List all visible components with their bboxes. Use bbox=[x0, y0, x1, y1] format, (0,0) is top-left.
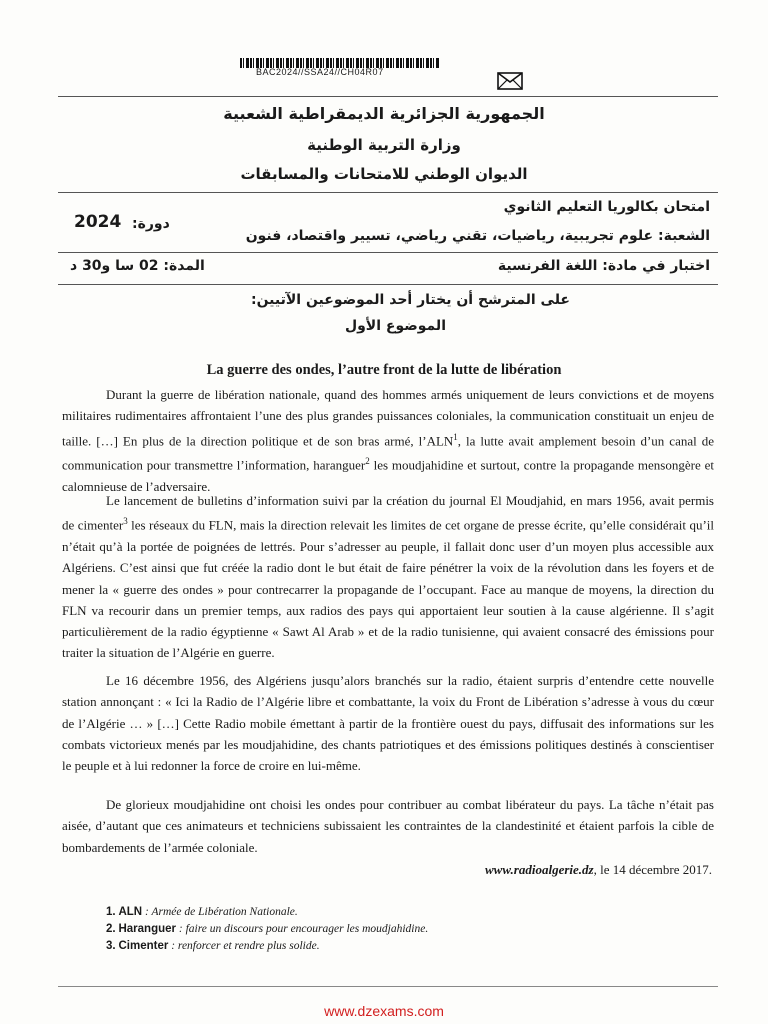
divider bbox=[58, 192, 718, 193]
ministry-heading: وزارة التربية الوطنية bbox=[307, 136, 461, 154]
paragraph-1-text: Durant la guerre de libération nationale, quand des hommes armés uniquement de leurs convictions et de moyens militaires rudimentaires affrontaient l’une des plus grandes puissances coloniales, la communication constituait un enjeu de taille. […] En plus de la direction politique et de son bras armé, l’ALN bbox=[62, 387, 714, 448]
paragraph-1 bbox=[62, 384, 714, 497]
footnote-item: 2. Haranguer : faire un discours pour encourager les moudjahidine. bbox=[106, 923, 429, 935]
topic-label: الموضوع الأول bbox=[344, 318, 446, 334]
paragraph-1-text-cont: , la lutte avait amplement besoin d’un canal de communication pour transmettre l’information, haranguer bbox=[62, 432, 714, 473]
divider bbox=[58, 284, 718, 285]
footnotes bbox=[106, 904, 428, 955]
paragraph-1-text-end: les moudjahidine et surtout, contre la propagande mensongère et calomnieuse de l’adversaire. bbox=[62, 457, 714, 494]
session-year: 2024 bbox=[74, 212, 122, 232]
source-site: www.radioalgerie.dz bbox=[485, 862, 594, 877]
choose-instruction: على المترشح أن يختار أحد الموضوعين الآتيين: bbox=[250, 292, 570, 308]
divider bbox=[58, 986, 718, 987]
article-title: La guerre des ondes, l’autre front de la lutte de libération bbox=[206, 362, 562, 378]
footnote-ref-1: 1 bbox=[453, 431, 458, 442]
source-date: , le 14 décembre 2017. bbox=[593, 862, 712, 877]
exam-name: امتحان بكالوريا التعليم الثانوي bbox=[503, 199, 710, 215]
envelope-icon bbox=[497, 72, 523, 90]
footnote-ref-2: 2 bbox=[365, 456, 370, 467]
duration-label: المدة: bbox=[163, 258, 205, 274]
footnote-ref-3: 3 bbox=[123, 516, 128, 527]
paragraph-2-text-cont: les réseaux du FLN, mais la direction relevait les limites de cet organe de presse écrite, qu’elle considérait qu’il n’était qu’à la portée de poignées de lettrés. Pour s’adresser au peuple, il fallait donc user d’un moyen plus accessible aux Algériens. C’est ainsi que fut créée la radio dont le but était de faire pénétrer la voix de la révolution dans les foyers et de mener la « guerre des ondes » pour contrecarrer la propagande de l’occupant. Face au manque de moyens, la direction du FLN va recourir dans un premier temps, aux radios des pays qui apportaient leur soutien à la cause algérienne. Il s’agit particulièrement de la radio égyptienne « Sawt Al Arab » et de la radio tunisienne, qui avaient consacré des émissions pour traiter la situation de l’Algérie en guerre. bbox=[62, 517, 714, 661]
paragraph-3: Le 16 décembre 1956, des Algériens jusqu’alors branchés sur la radio, étaient surpris d’entendre cette nouvelle station annonçant : « Ici la Radio de l’Algérie libre et combattante, la voix du Front de Libération s’adresse à vous du cœur de l’Algérie … » […] Cette Radio mobile émettant à partir de la frontière ouest du pays, diffusait des informations sur les combats victorieux menés par les moudjahidine, des chants patriotiques et des émissions politiques destinés à conscientiser le peuple et à lui redonner la force de croire en lui-même. bbox=[62, 673, 714, 774]
paragraph-2-text: Le lancement de bulletins d’information suivi par la création du journal El Moudjahid, en mars 1956, avait permis de cimenter bbox=[62, 493, 714, 533]
paragraph-2 bbox=[62, 490, 714, 664]
footnote-item: 3. Cimenter : renforcer et rendre plus solide. bbox=[106, 940, 320, 952]
barcode-code: BAC2024//SSA24//CH04R07 bbox=[256, 67, 384, 77]
exam-streams: الشعبة: علوم تجريبية، رياضيات، تقني رياضي، تسيير واقتصاد، فنون bbox=[245, 228, 710, 244]
republic-heading: الجمهورية الجزائرية الديمقراطية الشعبية bbox=[223, 104, 545, 123]
office-heading: الديوان الوطني للامتحانات والمسابقات bbox=[240, 165, 528, 183]
exam-subject: اختبار في مادة: اللغة الفرنسية bbox=[497, 258, 710, 274]
session-label: دورة: bbox=[132, 216, 170, 232]
footnote-item: 1. ALN : Armée de Libération Nationale. bbox=[106, 906, 298, 918]
paragraph-4: De glorieux moudjahidine ont choisi les ondes pour contribuer au combat libérateur du pays. La tâche n’était pas aisée, d’autant que ces animateurs et techniciens subissaient les contraintes de la clandestinité et étaient parfois la cible de bombardements de l’armée coloniale. bbox=[62, 797, 714, 855]
duration-value: 02 سا و30 د bbox=[70, 258, 159, 274]
duration bbox=[70, 258, 205, 274]
divider bbox=[58, 252, 718, 253]
divider bbox=[58, 96, 718, 97]
article-source bbox=[485, 862, 712, 878]
footer-link[interactable]: www.dzexams.com bbox=[324, 1003, 444, 1019]
